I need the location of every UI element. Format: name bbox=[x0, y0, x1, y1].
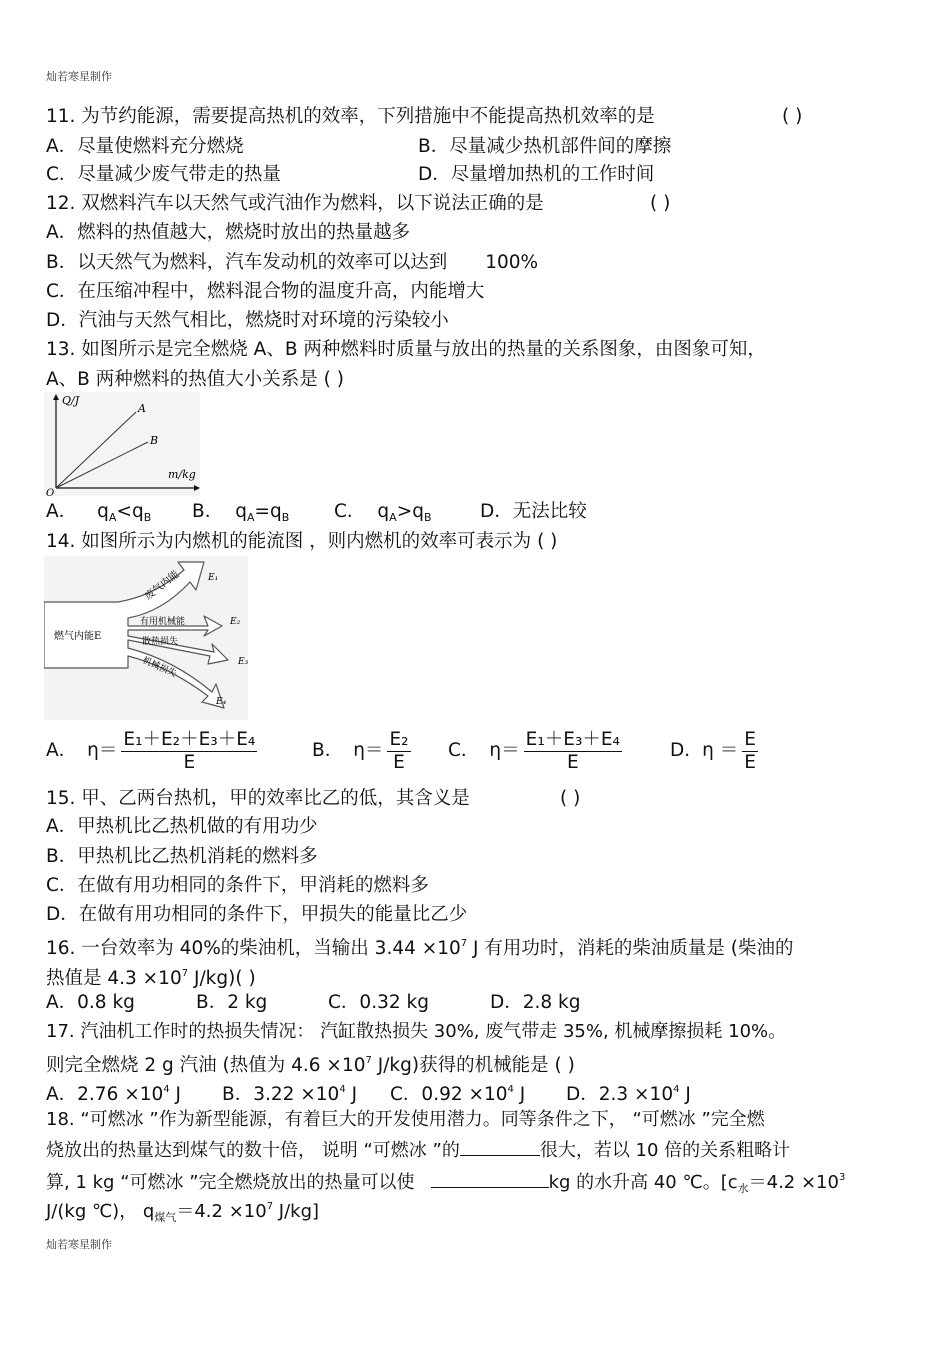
q17-option-c: C．$0.92 \times 10^4$ J bbox=[390, 1084, 526, 1105]
q15-option-d: D．在做有用功相同的条件下，甲损失的能量比乙少 bbox=[46, 904, 468, 925]
q15-answer-paren: ( ) bbox=[560, 788, 581, 809]
useful-label: 有用机械能 bbox=[140, 617, 186, 627]
q13-stem-line2: A、B 两种燃料的热值大小关系是 ( ) bbox=[46, 369, 344, 390]
q15-stem: 15. 甲、乙两台热机，甲的效率比乙的低，其含义是 bbox=[46, 788, 470, 809]
graph-y-label: Q/J bbox=[62, 394, 80, 407]
q15-option-a: A．甲热机比乙热机做的有用功少 bbox=[46, 816, 318, 837]
q14-option-d: D. η ＝ $\frac{E}{E}$ bbox=[670, 728, 756, 773]
q12-option-a: A．燃料的热值越大，燃烧时放出的热量越多 bbox=[46, 222, 411, 243]
q12-option-c: C．在压缩冲程中，燃料混合物的温度升高，内能增大 bbox=[46, 281, 485, 302]
q13-option-b: B． $q_A=q_B$ bbox=[192, 501, 290, 524]
q16-option-c: C．0.32 kg bbox=[328, 992, 429, 1013]
q17-option-a: A．$2.76 \times 10^4$ J bbox=[46, 1084, 181, 1105]
q13-stem-line1: 13. 如图所示是完全燃烧 A、B 两种燃料时质量与放出的热量的关系图象，由图象可知， bbox=[46, 339, 766, 360]
q14-energy-flow-diagram bbox=[44, 556, 248, 720]
q12-answer-paren: ( ) bbox=[650, 193, 671, 214]
q17-option-d: D．$2.3 \times 10^4$ J bbox=[566, 1084, 691, 1105]
q11-option-d: D．尽量增加热机的工作时间 bbox=[418, 164, 655, 185]
q13-option-c: C． $q_A>q_B$ bbox=[334, 501, 432, 524]
page-footer: 灿若寒星制作 bbox=[46, 1238, 112, 1251]
q18-stem-line3: 算, 1 kg “可燃冰 ”完全燃烧放出的热量可以使 kg 的水升高 40 ℃。[$c_水=4.2 \times 10^3$ bbox=[46, 1166, 845, 1201]
q17-stem-line2: 则完全燃烧 2 g 汽油 (热值为 $4.6 \times 10^7$ J/kg)获得的机械能是 ( ) bbox=[46, 1055, 575, 1076]
q12-option-d: D．汽油与天然气相比，燃烧时对环境的污染较小 bbox=[46, 310, 449, 331]
q13-option-d: D．无法比较 bbox=[480, 501, 587, 522]
e4-label: E₄ bbox=[216, 697, 227, 707]
q16-option-a: A．0.8 kg bbox=[46, 992, 135, 1013]
graph-line-a-label: A bbox=[138, 402, 146, 415]
graph-origin-label: O bbox=[46, 488, 55, 496]
q17-stem-line1: 17. 汽油机工作时的热损失情况： 汽缸散热损失 30%, 废气带走 35%, 机械摩擦损耗 10%。 bbox=[46, 1021, 787, 1042]
q18-stem-line2: 烧放出的热量达到煤气的数十倍， 说明 “可燃冰 ”的 很大，若以 10 倍的关系粗略计 bbox=[46, 1137, 790, 1163]
q11-stem: 11. 为节约能源，需要提高热机的效率，下列措施中不能提高热机效率的是 bbox=[46, 106, 655, 127]
q16-option-d: D．2.8 kg bbox=[490, 992, 581, 1013]
q18-blank-1[interactable] bbox=[460, 1137, 540, 1156]
q17-option-b: B．$3.22 \times 10^4$ J bbox=[222, 1084, 358, 1105]
q13-option-a: A． $q_A<q_B$ bbox=[46, 501, 152, 524]
exhaust-label: 废气内能 bbox=[143, 569, 182, 603]
q14-option-a: A． η＝ $\frac{\text{E₁＋E₂＋E₃＋E₄}}{E}$ bbox=[46, 728, 256, 773]
q11-option-a: A．尽量使燃料充分燃烧 bbox=[46, 136, 244, 157]
q12-stem: 12. 双燃料汽车以天然气或汽油作为燃料，以下说法正确的是 bbox=[46, 193, 544, 214]
q11-option-c: C．尽量减少废气带走的热量 bbox=[46, 164, 281, 185]
q15-option-c: C．在做有用功相同的条件下，甲消耗的燃料多 bbox=[46, 875, 429, 896]
source-label: 燃气内能E bbox=[54, 631, 102, 642]
q15-option-b: B．甲热机比乙热机消耗的燃料多 bbox=[46, 846, 318, 867]
q12-option-b: B．以天然气为燃料，汽车发动机的效率可以达到 100% bbox=[46, 252, 539, 273]
q13-graph bbox=[44, 392, 200, 496]
q11-option-b: B．尽量减少热机部件间的摩擦 bbox=[418, 136, 672, 157]
graph-x-label: m/kg bbox=[168, 468, 196, 481]
e3-label: E₃ bbox=[238, 657, 248, 667]
q18-stem-line1: 18. “可燃冰 ”作为新型能源，有着巨大的开发使用潜力。同等条件之下， “可燃冰 ”完全燃 bbox=[46, 1109, 765, 1130]
q18-blank-2[interactable] bbox=[431, 1169, 549, 1188]
q14-option-b: B． η＝ $\frac{\text{E₂}}{E}$ bbox=[312, 728, 409, 773]
q18-stem-line4: J/(kg ℃)， $q_{煤气}=4.2 \times 10^7$ J/kg] bbox=[46, 1201, 320, 1224]
q16-stem-line1: 16. 一台效率为 40%的柴油机，当输出 $3.44 \times 10^7$ J 有用功时，消耗的柴油质量是 (柴油的 bbox=[46, 938, 794, 959]
q16-option-b: B．2 kg bbox=[196, 992, 268, 1013]
page-header: 灿若寒星制作 bbox=[46, 70, 112, 83]
q11-answer-paren: ( ) bbox=[782, 106, 803, 127]
q16-stem-line2: 热值是 $4.3 \times 10^7$ J/kg)( ) bbox=[46, 968, 256, 989]
e2-label: E₂ bbox=[230, 617, 241, 627]
e1-label: E₁ bbox=[208, 573, 219, 583]
q14-option-c: C． η＝ $\frac{\text{E₁＋E₃＋E₄}}{E}$ bbox=[448, 728, 620, 773]
q14-stem: 14. 如图所示为内燃机的能流图 ，则内燃机的效率可表示为 ( ) bbox=[46, 531, 558, 552]
mechanical-loss-label: 机械损失 bbox=[140, 655, 178, 680]
heat-loss-label: 散热损失 bbox=[142, 637, 179, 647]
graph-line-b-label: B bbox=[150, 434, 159, 447]
